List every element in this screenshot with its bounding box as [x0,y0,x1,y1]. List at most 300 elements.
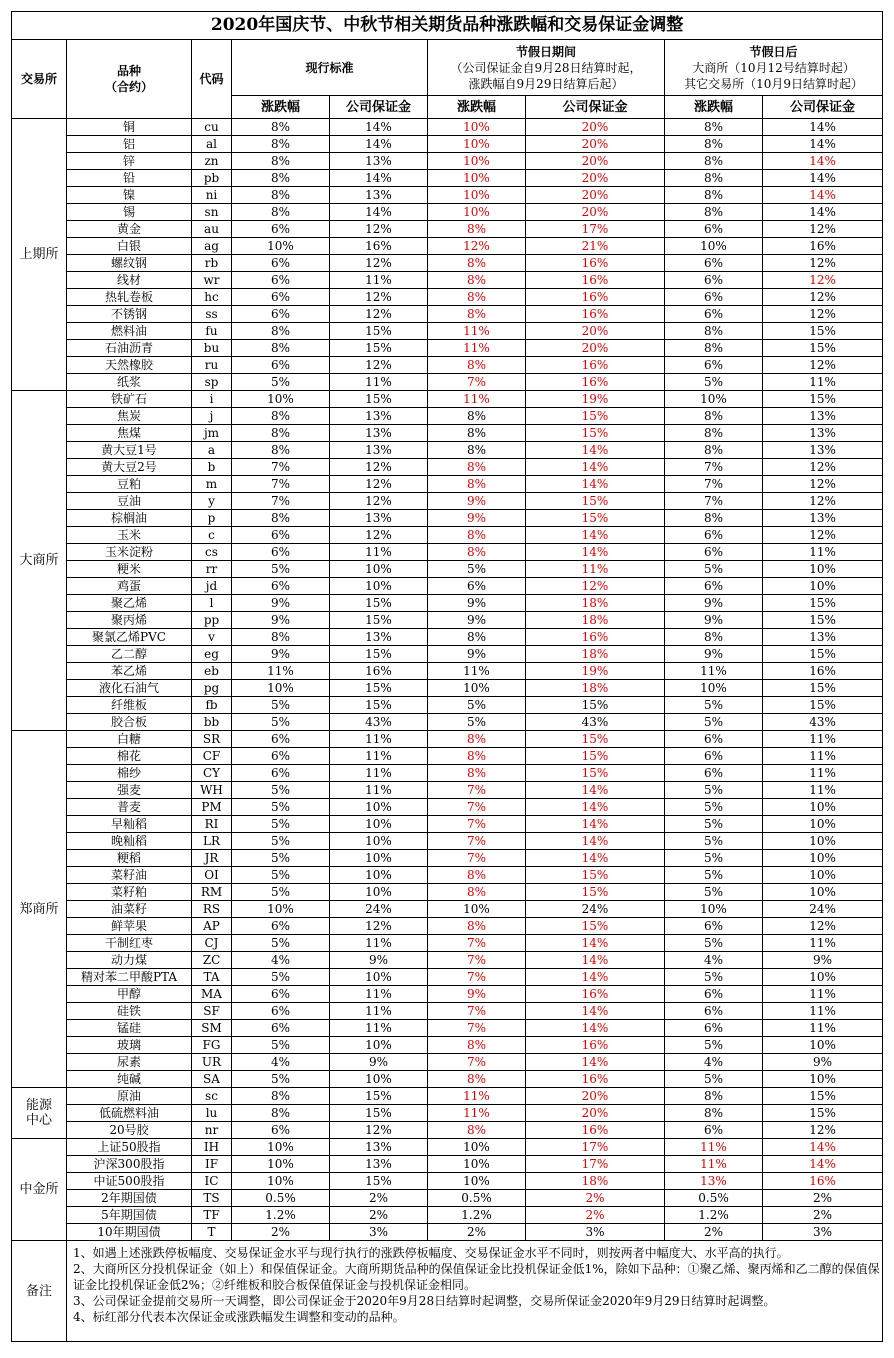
variety-cell: 5年期国债 [67,1207,192,1224]
table-row [12,731,883,748]
after-limit-cell: 8% [665,629,763,646]
holiday-margin-cell: 15% [526,510,665,527]
current-limit-cell: 5% [232,816,330,833]
holiday-margin-cell: 21% [526,238,665,255]
holiday-limit-cell: 8% [428,867,526,884]
holiday-limit-cell: 5% [428,697,526,714]
after-margin-cell: 10% [763,1071,883,1088]
code-cell: FG [192,1037,232,1054]
variety-cell: 焦煤 [67,425,192,442]
current-limit-cell: 10% [232,1156,330,1173]
holiday-margin-cell: 18% [526,595,665,612]
holiday-limit-cell: 7% [428,1003,526,1020]
after-margin-cell: 14% [763,187,883,204]
after-limit-cell: 6% [665,765,763,782]
after-limit-cell: 6% [665,1020,763,1037]
after-limit-cell: 6% [665,272,763,289]
variety-cell: 铅 [67,170,192,187]
variety-cell: 白银 [67,238,192,255]
table-row [12,510,883,527]
holiday-margin-cell: 3% [526,1224,665,1241]
after-limit-cell: 5% [665,799,763,816]
code-cell: SA [192,1071,232,1088]
variety-cell: 镍 [67,187,192,204]
holiday-margin-cell: 16% [526,357,665,374]
after-margin-cell: 15% [763,1088,883,1105]
current-margin-cell: 10% [330,1037,428,1054]
header-after [665,40,883,96]
current-limit-cell: 8% [232,187,330,204]
holiday-margin-cell: 18% [526,680,665,697]
holiday-margin-cell: 43% [526,714,665,731]
after-margin-cell: 24% [763,901,883,918]
holiday-margin-cell: 18% [526,646,665,663]
after-limit-cell: 4% [665,1054,763,1071]
after-margin-cell: 13% [763,425,883,442]
after-limit-cell: 11% [665,663,763,680]
holiday-margin-cell: 18% [526,1173,665,1190]
variety-cell: 低硫燃料油 [67,1105,192,1122]
holiday-limit-cell: 10% [428,901,526,918]
exchange-cell: 大商所 [12,391,67,731]
code-cell: jm [192,425,232,442]
after-margin-cell: 13% [763,442,883,459]
after-margin-cell: 10% [763,969,883,986]
header-holiday-title: 节假日期间 [515,44,576,59]
current-margin-cell: 12% [330,527,428,544]
current-limit-cell: 7% [232,459,330,476]
holiday-margin-cell: 14% [526,952,665,969]
variety-cell: 螺纹钢 [67,255,192,272]
code-cell: eg [192,646,232,663]
variety-cell: 尿素 [67,1054,192,1071]
holiday-limit-cell: 0.5% [428,1190,526,1207]
variety-cell: 锰硅 [67,1020,192,1037]
current-margin-cell: 13% [330,153,428,170]
holiday-limit-cell: 8% [428,1037,526,1054]
after-margin-cell: 14% [763,204,883,221]
code-cell: TA [192,969,232,986]
table-row [12,1003,883,1020]
after-limit-cell: 9% [665,612,763,629]
current-limit-cell: 8% [232,153,330,170]
holiday-limit-cell: 9% [428,986,526,1003]
after-limit-cell: 6% [665,578,763,595]
holiday-limit-cell: 7% [428,935,526,952]
current-margin-cell: 15% [330,697,428,714]
table-row [12,935,883,952]
table-row [12,850,883,867]
current-margin-cell: 9% [330,1054,428,1071]
after-margin-cell: 9% [763,952,883,969]
after-limit-cell: 6% [665,1003,763,1020]
current-margin-cell: 10% [330,969,428,986]
current-limit-cell: 5% [232,374,330,391]
current-margin-cell: 15% [330,595,428,612]
after-margin-cell: 14% [763,170,883,187]
holiday-margin-cell: 16% [526,1037,665,1054]
variety-cell: 锌 [67,153,192,170]
code-cell: MA [192,986,232,1003]
holiday-limit-cell: 11% [428,1088,526,1105]
holiday-limit-cell: 8% [428,1071,526,1088]
after-margin-cell: 12% [763,357,883,374]
current-limit-cell: 5% [232,884,330,901]
code-cell: WH [192,782,232,799]
holiday-limit-cell: 10% [428,204,526,221]
table-row [12,1054,883,1071]
current-margin-cell: 13% [330,408,428,425]
current-margin-cell: 11% [330,765,428,782]
after-limit-cell: 8% [665,510,763,527]
variety-cell: 液化石油气 [67,680,192,697]
holiday-limit-cell: 8% [428,731,526,748]
after-margin-cell: 14% [763,119,883,136]
current-margin-cell: 12% [330,918,428,935]
current-limit-cell: 6% [232,731,330,748]
current-margin-cell: 12% [330,493,428,510]
current-limit-cell: 7% [232,476,330,493]
current-limit-cell: 5% [232,850,330,867]
holiday-limit-cell: 8% [428,255,526,272]
current-limit-cell: 7% [232,493,330,510]
variety-cell: 不锈钢 [67,306,192,323]
header-current: 现行标准 [232,40,428,96]
table-row [12,816,883,833]
holiday-margin-cell: 17% [526,1139,665,1156]
holiday-margin-cell: 15% [526,748,665,765]
table-row [12,578,883,595]
header-holiday [428,40,665,96]
holiday-margin-cell: 14% [526,1054,665,1071]
table-row [12,187,883,204]
table-row [12,391,883,408]
holiday-margin-cell: 15% [526,884,665,901]
after-limit-cell: 2% [665,1224,763,1241]
holiday-margin-cell: 2% [526,1190,665,1207]
current-limit-cell: 9% [232,646,330,663]
after-margin-cell: 14% [763,136,883,153]
document-title: 2020年国庆节、中秋节相关期货品种涨跌幅和交易保证金调整 [12,12,883,40]
current-margin-cell: 10% [330,867,428,884]
current-limit-cell: 8% [232,340,330,357]
current-margin-cell: 24% [330,901,428,918]
current-limit-cell: 10% [232,238,330,255]
code-cell: IC [192,1173,232,1190]
after-limit-cell: 5% [665,714,763,731]
header-variety-line1: 品种 [116,64,141,78]
holiday-limit-cell: 10% [428,1139,526,1156]
holiday-margin-cell: 16% [526,306,665,323]
holiday-limit-cell: 11% [428,1105,526,1122]
code-cell: v [192,629,232,646]
current-limit-cell: 5% [232,969,330,986]
code-cell: sc [192,1088,232,1105]
current-limit-cell: 5% [232,561,330,578]
table-row [12,986,883,1003]
holiday-margin-cell: 19% [526,391,665,408]
current-margin-cell: 16% [330,238,428,255]
current-limit-cell: 4% [232,952,330,969]
table-row [12,1207,883,1224]
code-cell: a [192,442,232,459]
variety-cell: 强麦 [67,782,192,799]
after-limit-cell: 6% [665,986,763,1003]
table-row [12,425,883,442]
code-cell: SR [192,731,232,748]
code-cell: SF [192,1003,232,1020]
after-margin-cell: 10% [763,1037,883,1054]
current-margin-cell: 12% [330,476,428,493]
current-limit-cell: 6% [232,765,330,782]
current-limit-cell: 6% [232,1003,330,1020]
current-margin-cell: 13% [330,1156,428,1173]
after-margin-cell: 43% [763,714,883,731]
code-cell: JR [192,850,232,867]
variety-cell: 玉米淀粉 [67,544,192,561]
table-row [12,1088,883,1105]
holiday-limit-cell: 10% [428,680,526,697]
after-limit-cell: 8% [665,187,763,204]
holiday-margin-cell: 14% [526,816,665,833]
after-margin-cell: 15% [763,1105,883,1122]
code-cell: cu [192,119,232,136]
after-limit-cell: 8% [665,1105,763,1122]
variety-cell: 棉花 [67,748,192,765]
table-row [12,289,883,306]
current-limit-cell: 6% [232,255,330,272]
after-limit-cell: 0.5% [665,1190,763,1207]
variety-cell: 干制红枣 [67,935,192,952]
note-item: 3、公司保证金提前交易所一天调整，即公司保证金于2020年9月28日结算时起调整，交易所保证金2020年9月29日结算时起调整。 [73,1294,776,1308]
current-margin-cell: 10% [330,884,428,901]
holiday-limit-cell: 10% [428,1156,526,1173]
variety-cell: 锡 [67,204,192,221]
holiday-margin-cell: 14% [526,476,665,493]
after-limit-cell: 5% [665,833,763,850]
code-cell: bb [192,714,232,731]
current-margin-cell: 14% [330,170,428,187]
after-margin-cell: 10% [763,833,883,850]
table-row [12,1224,883,1241]
after-limit-cell: 5% [665,561,763,578]
holiday-limit-cell: 11% [428,391,526,408]
current-margin-cell: 11% [330,1020,428,1037]
current-margin-cell: 12% [330,357,428,374]
exchange-cell: 能源中心 [12,1088,67,1139]
after-margin-cell: 14% [763,1139,883,1156]
after-limit-cell: 8% [665,340,763,357]
after-limit-cell: 8% [665,408,763,425]
current-margin-cell: 12% [330,306,428,323]
code-cell: IH [192,1139,232,1156]
after-margin-cell: 11% [763,544,883,561]
current-margin-cell: 11% [330,374,428,391]
table-row [12,969,883,986]
after-margin-cell: 12% [763,1122,883,1139]
header-after-sub1: 大商所（10月12号结算时起） [692,60,855,75]
current-limit-cell: 6% [232,289,330,306]
after-margin-cell: 2% [763,1207,883,1224]
code-cell: ZC [192,952,232,969]
holiday-limit-cell: 7% [428,850,526,867]
table-row [12,476,883,493]
current-margin-cell: 15% [330,391,428,408]
holiday-limit-cell: 7% [428,374,526,391]
note-item: 1、如遇上述涨跌停板幅度、交易保证金水平与现行执行的涨跌停板幅度、交易保证金水平不同时，则按两者中幅度大、水平高的执行。 [73,1246,789,1260]
current-margin-cell: 13% [330,425,428,442]
current-limit-cell: 8% [232,136,330,153]
table-row [12,663,883,680]
current-margin-cell: 13% [330,1139,428,1156]
table-row [12,1173,883,1190]
after-margin-cell: 2% [763,1190,883,1207]
holiday-margin-cell: 20% [526,170,665,187]
variety-cell: 菜籽粕 [67,884,192,901]
holiday-limit-cell: 11% [428,323,526,340]
current-limit-cell: 8% [232,442,330,459]
after-margin-cell: 12% [763,527,883,544]
variety-cell: 白糖 [67,731,192,748]
after-limit-cell: 5% [665,816,763,833]
after-margin-cell: 10% [763,561,883,578]
table-row [12,782,883,799]
holiday-margin-cell: 14% [526,782,665,799]
after-limit-cell: 5% [665,374,763,391]
variety-cell: 聚丙烯 [67,612,192,629]
variety-cell: 黄大豆1号 [67,442,192,459]
after-margin-cell: 15% [763,680,883,697]
code-cell: l [192,595,232,612]
after-limit-cell: 8% [665,425,763,442]
table-row [12,1156,883,1173]
code-cell: nr [192,1122,232,1139]
header-holiday-sub2: 涨跌幅自9月29日结算后起） [468,76,624,91]
code-cell: j [192,408,232,425]
after-margin-cell: 12% [763,289,883,306]
table-row [12,204,883,221]
current-margin-cell: 15% [330,1173,428,1190]
table-row [12,646,883,663]
after-margin-cell: 11% [763,765,883,782]
holiday-limit-cell: 7% [428,952,526,969]
code-cell: c [192,527,232,544]
after-limit-cell: 5% [665,935,763,952]
after-margin-cell: 15% [763,595,883,612]
holiday-margin-cell: 15% [526,425,665,442]
variety-cell: 原油 [67,1088,192,1105]
current-limit-cell: 10% [232,1139,330,1156]
holiday-margin-cell: 17% [526,1156,665,1173]
after-margin-cell: 16% [763,663,883,680]
after-margin-cell: 13% [763,510,883,527]
current-margin-cell: 11% [330,272,428,289]
after-margin-cell: 16% [763,1173,883,1190]
current-limit-cell: 8% [232,425,330,442]
after-limit-cell: 8% [665,170,763,187]
table-row [12,748,883,765]
after-margin-cell: 15% [763,391,883,408]
variety-cell: 精对苯二甲酸PTA [67,969,192,986]
holiday-margin-cell: 15% [526,493,665,510]
variety-cell: 粳米 [67,561,192,578]
variety-cell: 燃料油 [67,323,192,340]
current-margin-cell: 11% [330,544,428,561]
table-row [12,221,883,238]
holiday-limit-cell: 10% [428,187,526,204]
variety-cell: 鸡蛋 [67,578,192,595]
current-margin-cell: 12% [330,255,428,272]
header-holiday-sub1: （公司保证金自9月28日结算时起， [450,60,642,75]
after-margin-cell: 12% [763,493,883,510]
margin-table [11,11,883,1342]
after-margin-cell: 11% [763,731,883,748]
current-limit-cell: 5% [232,867,330,884]
holiday-margin-cell: 20% [526,153,665,170]
table-row [12,561,883,578]
variety-cell: 上证50股指 [67,1139,192,1156]
after-margin-cell: 16% [763,238,883,255]
after-margin-cell: 9% [763,1054,883,1071]
holiday-margin-cell: 20% [526,187,665,204]
holiday-margin-cell: 17% [526,221,665,238]
holiday-margin-cell: 14% [526,799,665,816]
table-row [12,714,883,731]
current-limit-cell: 6% [232,306,330,323]
code-cell: hc [192,289,232,306]
holiday-limit-cell: 7% [428,1020,526,1037]
current-margin-cell: 11% [330,748,428,765]
current-margin-cell: 13% [330,629,428,646]
current-margin-cell: 11% [330,782,428,799]
after-limit-cell: 6% [665,731,763,748]
code-cell: zn [192,153,232,170]
holiday-limit-cell: 8% [428,408,526,425]
variety-cell: 棉纱 [67,765,192,782]
current-limit-cell: 6% [232,544,330,561]
holiday-limit-cell: 8% [428,357,526,374]
table-row [12,595,883,612]
after-margin-cell: 10% [763,816,883,833]
after-limit-cell: 5% [665,1071,763,1088]
holiday-margin-cell: 16% [526,1071,665,1088]
after-margin-cell: 12% [763,459,883,476]
code-cell: LR [192,833,232,850]
current-limit-cell: 6% [232,748,330,765]
header-after-title: 节假日后 [749,44,798,59]
after-limit-cell: 9% [665,646,763,663]
holiday-limit-cell: 1.2% [428,1207,526,1224]
current-limit-cell: 6% [232,918,330,935]
code-cell: CF [192,748,232,765]
current-limit-cell: 10% [232,680,330,697]
after-limit-cell: 5% [665,969,763,986]
current-margin-cell: 11% [330,986,428,1003]
current-limit-cell: 6% [232,527,330,544]
variety-cell: 胶合板 [67,714,192,731]
variety-cell: 早籼稻 [67,816,192,833]
table-row [12,544,883,561]
table-row [12,680,883,697]
table-row [12,884,883,901]
current-margin-cell: 15% [330,323,428,340]
code-cell: sp [192,374,232,391]
holiday-limit-cell: 8% [428,918,526,935]
note-item: 4、标红部分代表本次保证金或涨跌幅发生调整和变动的品种。 [73,1310,405,1324]
holiday-limit-cell: 5% [428,714,526,731]
table-row [12,306,883,323]
holiday-margin-cell: 14% [526,442,665,459]
